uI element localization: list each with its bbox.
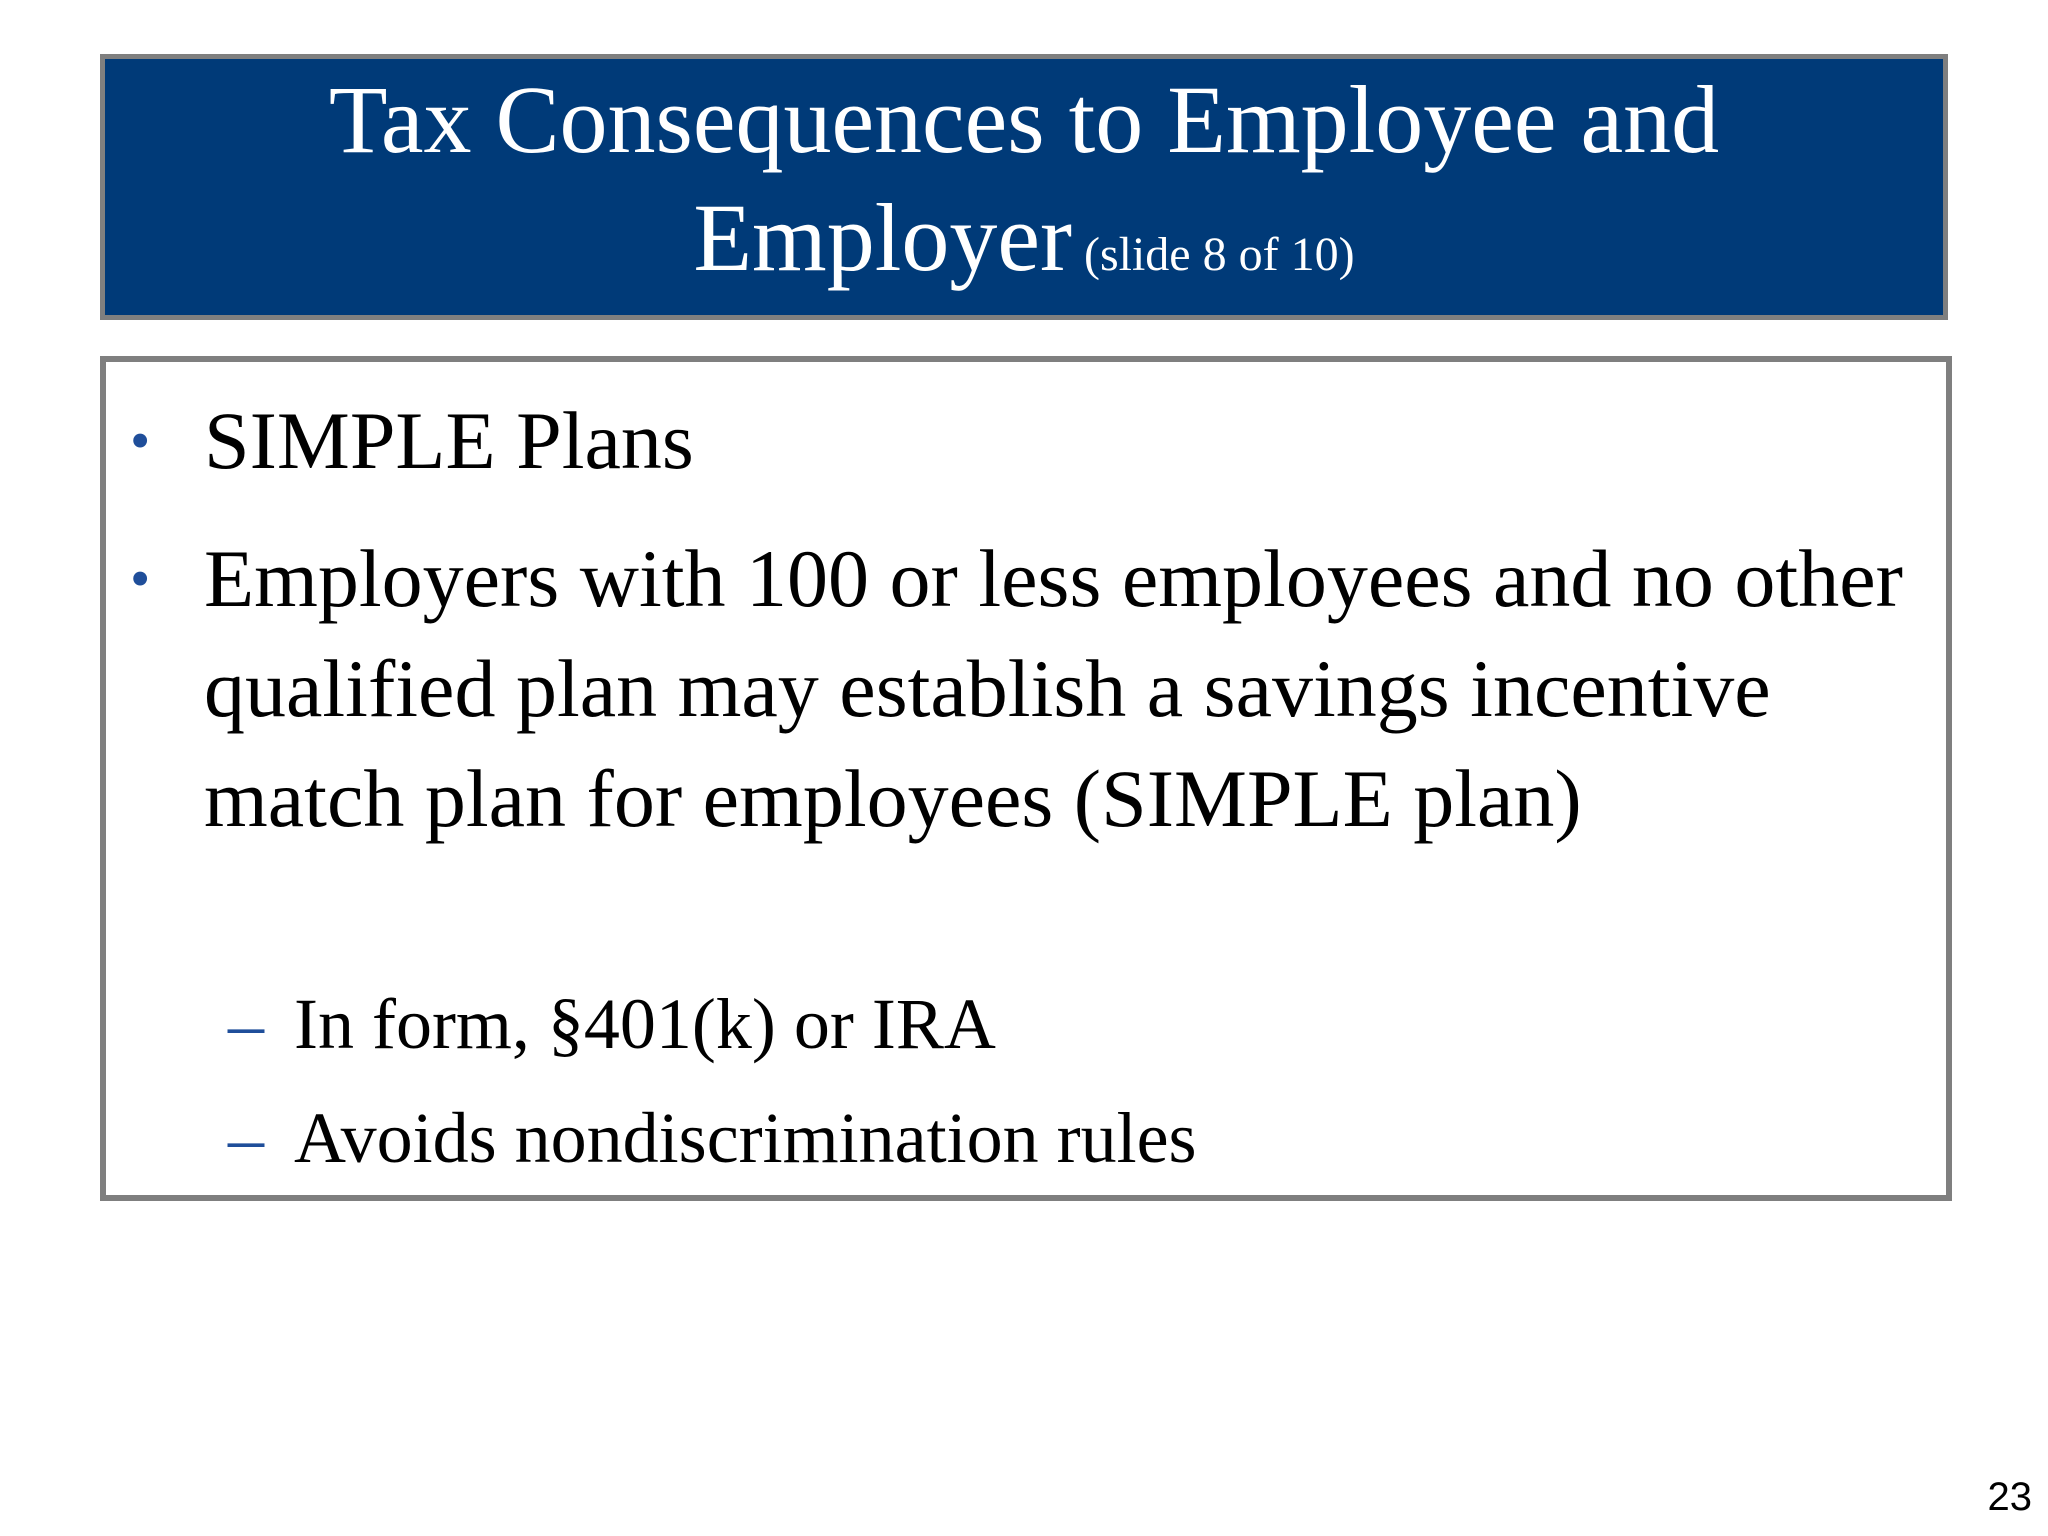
slide-title-bar [100, 54, 1948, 320]
slide-title-suffix: (slide 8 of 10) [1083, 227, 1355, 281]
bullet-item-1 [204, 386, 1934, 496]
bullet-text-2: Employers with 100 or less employees and no other qualified plan may establish a savings incentive match plan for employees (SIMPLE plan) [204, 533, 1903, 844]
slide-title-line-1: Tax Consequences to Employee and [328, 65, 1720, 173]
slide-title-main: Employer [693, 183, 1072, 291]
bullet-text-1: SIMPLE Plans [204, 395, 694, 486]
sub-bullet-marker-1: – [228, 984, 264, 1064]
bullet-marker-2: • [130, 546, 151, 611]
sub-bullet-item-2: Avoids nondiscrimination rules [294, 1098, 1197, 1178]
bullet-item-2 [204, 524, 1934, 854]
sub-bullet-item-1: In form, §401(k) or IRA [294, 984, 996, 1064]
bullet-marker-1: • [130, 408, 151, 473]
page-number: 23 [1987, 1475, 2032, 1519]
slide-content-box [100, 356, 1952, 1201]
sub-bullet-marker-2: – [228, 1098, 264, 1178]
slide-title-line-2 [105, 179, 1943, 314]
